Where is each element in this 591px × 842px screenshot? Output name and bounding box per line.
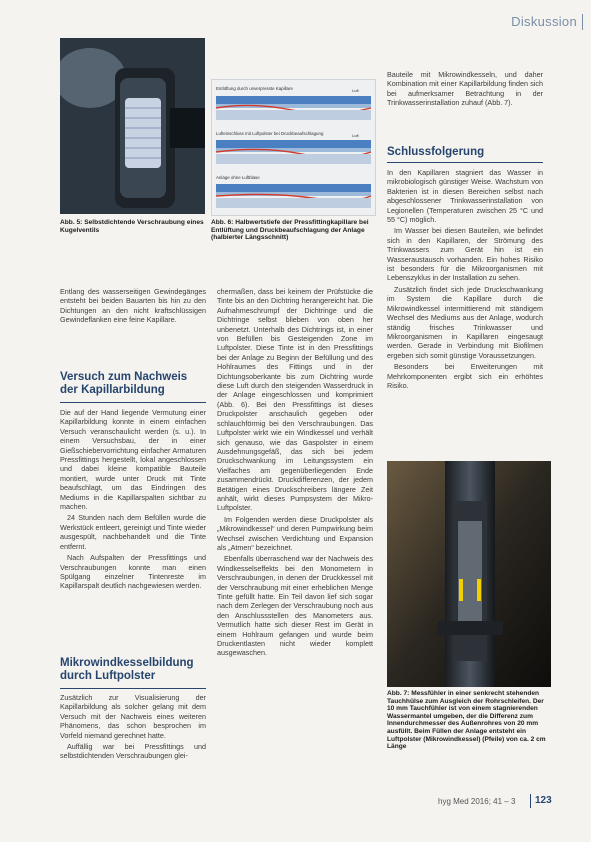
column-3-top — [387, 70, 543, 110]
schematic-row3-label: Anlage ohne Luftblase — [216, 175, 260, 180]
col1-intro: Entlang des wasserseitigen Gewindegänges entsteht bei beiden Bauarten bis hin zu den Dichtungen an den nicht kraftschlüssigen Gewindeflanken eine feine Kapillare. — [60, 287, 206, 325]
heading-schluss-rule — [387, 162, 543, 163]
section-divider — [582, 14, 583, 30]
col3-p1: In den Kapillaren stagniert das Wasser in mikrobiologisch günstiger Weise. Wachstum von Bakterien ist in diesen Bereichen selbst nach abgeschlossener Trinkwasserinstallation von Legionellen (Temperaturen zwischen 25 °C und 55 °C) möglich. — [387, 168, 543, 225]
col1-p1: Die auf der Hand liegende Vermutung einer Kapillarbildung konnte in einem einfachen Versuch veranschaulicht werden (s. u.). In einem Versuchsbau, der in einer Gießschiebervorrichtung einfacher Armaturen Pressfittings hergestellt, lokal angeschlossen und dabei kleine kompatible Bauteile montiert, wurde unter Druck mit Tinte beaufschlagt, um das Eindringen des Mediums in die Kapillarspalten sichtbar zu machen. — [60, 408, 206, 512]
page-number: 123 — [535, 795, 552, 806]
col1-p4: Zusätzlich zur Visualisierung der Kapillarbildung als solcher gelang mit dem Versuch mit der Nachweis eines weiteren Phänomens, das schon besprochen im Vorfeld niemand gerechnet hatte. — [60, 693, 206, 740]
col3-p4: Besonders bei Erweiterungen mit Mehrkomponenten ergibt sich ein erhöhtes Risiko. — [387, 362, 543, 390]
col1-p2: 24 Stunden nach dem Befüllen wurde die Werkstück entleert, gereinigt und Tinte wieder ausgespült, nachbehandelt und die Tinte entfernt. — [60, 513, 206, 551]
column-1-body — [60, 408, 206, 593]
col3-p2: Im Wasser bei diesen Bauteilen, wie befindet sich in den Kapillaren, der Strömung des Trinkwassers zum Gerät hin ist ein Wasseraustausch vorhanden. Ein hohes Risiko ist besonders für die Mikroorganismen mit Lebenszyklus in der Installation zu sehen. — [387, 226, 543, 283]
heading-versuch-rule — [60, 402, 206, 403]
valve-illustration — [60, 38, 205, 214]
heading-versuch: Versuch zum Nachweis der Kapillarbildung — [60, 371, 188, 396]
figure-7-photo — [387, 461, 551, 687]
figure-6-diagram — [211, 79, 376, 216]
sensor-illustration — [387, 461, 551, 687]
col3-p3: Zusätzlich findet sich jede Druckschwankung im System die Kapillare durch die Mikrowindkessel intermittierend mit ständigem Wechsel des Mediums aus der Anlage, wodurch ständig frisches Trinkwasser und Mikroorganismen in Kapillaren eingesaugt werden. Gerade in Verbindung mit Biofilmen ergeben sich somit günstige Voraussetzungen. — [387, 284, 543, 360]
figure-5-caption: Abb. 5: Selbstdichtende Verschraubung eines Kugelventils — [60, 219, 204, 234]
journal-footer: hyg Med 2016; 41 – 3 — [438, 797, 516, 806]
col1-p5: Auffällig war bei Pressfittings und selbstdichtenden Verschraubungen glei- — [60, 742, 206, 761]
capillary-schematic — [212, 80, 375, 215]
schematic-row2-label: Lufteinschluss mit Luftpolster bei Druckbeaufschlagung — [216, 131, 324, 136]
col1-p3: Nach Aufspalten der Pressfittings und Verschraubungen konnte man einen Spülgang einzelner Tintenreste im Kapillarspalt deutlich nachgewiesen werden. — [60, 553, 206, 591]
column-3-body — [387, 168, 543, 392]
heading-mikro: Mikrowindkesselbildung durch Luftpolster — [60, 657, 194, 682]
heading-schluss: Schlussfolgerung — [387, 146, 485, 158]
heading-mikro-rule — [60, 688, 206, 689]
section-label: Diskussion — [511, 14, 577, 29]
column-2 — [217, 287, 373, 660]
column-1 — [60, 287, 206, 327]
schematic-tag-1: Luft — [352, 88, 359, 93]
col2-p2: Im Folgenden werden diese Druckpolster als „Mikrowindkessel“ und deren Pumpwirkung beim Wechsel zwischen Verdichtung und Expansion als „Atmen“ bezeichnet. — [217, 514, 373, 552]
schematic-tag-2: Luft — [352, 133, 359, 138]
column-1-body-2 — [60, 693, 206, 763]
page-number-divider — [530, 794, 531, 808]
figure-5-photo — [60, 38, 205, 214]
schematic-row1-label: Entlüftung durch unverpresste Kapillare — [216, 86, 293, 91]
col2-p1: chermaßen, dass bei keinem der Prüfstücke die Tinte bis an den Dichtring herangereicht hat. Die Aufnahmeschrumpf der Dichtringe und die Dichtringe selbst blieben von oben her unbenetzt. Unterhalb des Dichtrings ist, in einer von Befüllen bis Gesteigenden Zone im Luftpolster. Diese Tinte ist in den Pressfittings bei der Anlage zu Beginn der Befüllung und des Hohlraumes des Fittings und in der Dichtungsoberkante bis zum Dichtring wurde diese Luft durch den steigenden Wasserdruck in der Anlage eingeschlossen und komprimiert (Abb. 6). Bei den Pressfittings ist dieses Druckpolster anschaulich gegeben oder schlauchförmig bei den Verschraubungen. Das Luftpolster wirkt wie ein Windkessel und verhält sich genauso, wie das Gaspolster in einem Ausdehnungsgefäß, das sich bei jedem Druckschwankung im Leitungssystem ein Vielfaches am gegenüberliegenden Ende zusammendrückt. Druckdifferenzen, der jedem Betätigen eines Druckschreibers längere Zeit anhält, wirkt dieses Pumpsystem der Mikro-Luftpolster. — [217, 287, 373, 513]
col2-p3: Ebenfalls überraschend war der Nachweis des Windkesselseffekts bei den Monometern in Verschraubungen, in denen der Druckkessel mit der Verschraubung mit einer erheblichen Menge Tinte gefüllt hatte. Ein Teil davon lief sich sogar nach dem Zerlegen der Verschraubung noch aus den Anschlussstellen des Manometers aus. Vermutlich hatte sich dieser Rest im Gerät in einem Hohlraum gefangen und wurde beim Druckentlasten nicht wieder komplett ausgewaschen. — [217, 554, 373, 658]
figure-6-caption: Abb. 6: Halbwertstiefe der Pressfittingkapillare bei Entlüftung und Druckbeaufschlagung der Anlage (halbierter Längsschnitt) — [211, 219, 369, 242]
figure-7-caption: Abb. 7: Messfühler in einer senkrecht stehenden Tauchhülse zum Ausgleich der Rohrschleifen. Der 10 mm Tauchfühler ist von einem stagnierenden Wassermantel umgeben, der die Differenz zum Innendurchmesser des Außenrohres von 20 mm ausfüllt. Beim Füllen der Anlage entsteht ein Luftpolster (Mikrowindkessel) (Pfeile) von ca. 2 cm Länge — [387, 690, 546, 751]
col3-p0: Bauteile mit Mikrowindkesseln, und daher Kombination mit einer Kapillarbildung finden sich bei aufmerksamer Betrachtung in der Trinkwasserinstallation zuhauf (Abb. 7). — [387, 70, 543, 108]
